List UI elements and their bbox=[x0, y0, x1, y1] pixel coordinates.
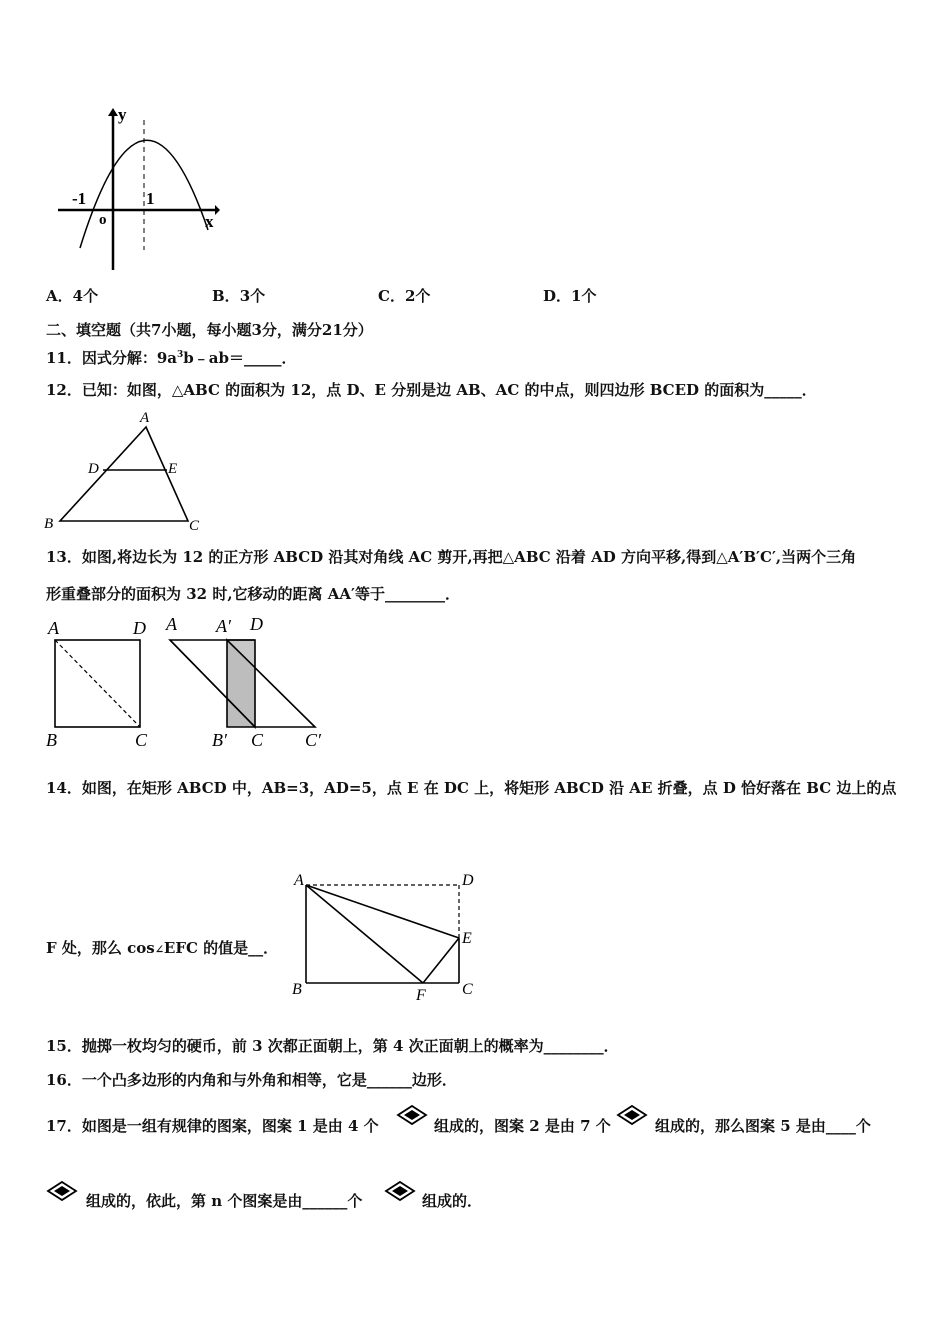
q13-label-a2p: A′ bbox=[216, 616, 231, 636]
q14-label-a: A bbox=[294, 872, 304, 889]
question-17-line1 bbox=[46, 1116, 379, 1136]
q17-text-a: 17．如图是一组有规律的图案，图案 1 是由 4 个 bbox=[46, 1117, 379, 1135]
q12-triangle-figure bbox=[40, 405, 215, 535]
q11-prefix: 11．因式分解：9a bbox=[46, 349, 178, 367]
choice-d-key: D． bbox=[543, 287, 572, 305]
diagonal-ac bbox=[55, 640, 140, 727]
question-15: 15．抛掷一枚均匀的硬币，前 3 次都正面朝上，第 4 次正面朝上的概率为________． bbox=[46, 1037, 619, 1055]
q13-label-c2p: C′ bbox=[305, 730, 321, 750]
q13-label-b: B bbox=[46, 730, 57, 750]
diamond-icon bbox=[384, 1180, 416, 1202]
q12-label-b: B bbox=[44, 516, 54, 532]
q14-rectangle-figure bbox=[288, 868, 488, 1003]
q13-label-c: C bbox=[135, 730, 148, 750]
square-abcd bbox=[55, 640, 140, 727]
choice-d-value: 1个 bbox=[571, 287, 597, 305]
q11-suffix: b﹣ab＝_____． bbox=[183, 349, 297, 367]
y-axis-arrow bbox=[108, 108, 118, 116]
q13-square-figure bbox=[40, 612, 340, 752]
question-12: 12．已知：如图，△ABC 的面积为 12，点 D、E 分别是边 AB、AC 的中点，则四边形 BCED 的面积为_____． bbox=[46, 381, 817, 399]
q14-label-b: B bbox=[292, 981, 302, 998]
q13-label-d: D bbox=[133, 618, 146, 638]
choice-d bbox=[543, 286, 596, 306]
choice-a-key: A． bbox=[46, 287, 73, 305]
y-label: y bbox=[118, 105, 127, 124]
choice-c bbox=[378, 286, 430, 306]
choice-b-key: B． bbox=[212, 287, 240, 305]
q12-label-a: A bbox=[140, 410, 150, 426]
q12-label-e: E bbox=[168, 461, 178, 477]
neg1-label: -1 bbox=[72, 189, 87, 208]
angle-symbol: ∠ bbox=[154, 943, 164, 956]
question-13-line1: 13．如图,将边长为 12 的正方形 ABCD 沿其对角线 AC 剪开,再把△ABC 沿着 AD 方向平移,得到△A′B′C′,当两个三角 bbox=[46, 548, 857, 566]
x-axis-arrow bbox=[215, 205, 220, 215]
origin-label: o bbox=[99, 212, 107, 228]
question-14-line2 bbox=[46, 938, 278, 960]
q14-label-c: C bbox=[462, 981, 473, 998]
q14-label-e: E bbox=[462, 930, 472, 947]
fold-ae bbox=[306, 885, 459, 938]
section-title: 二、填空题（共7小题，每小题3分，满分21分） bbox=[46, 321, 373, 339]
q14-text-a: F 处，那么 cos bbox=[46, 939, 155, 957]
question-17-end bbox=[422, 1191, 482, 1211]
question-13-line2: 形重叠部分的面积为 32 时,它移动的距离 AA′等于________． bbox=[46, 585, 460, 603]
q13-label-c2: C bbox=[251, 730, 264, 750]
parabola-graph bbox=[50, 100, 225, 275]
choice-b bbox=[212, 286, 265, 306]
question-14-line1: 14．如图，在矩形 ABCD 中，AB=3，AD=5，点 E 在 DC 上，将矩形 ABCD 沿 AE 折叠，点 D 恰好落在 BC 边上的点 bbox=[46, 779, 897, 797]
line-fe bbox=[423, 938, 459, 983]
x-label: x bbox=[205, 212, 214, 231]
choice-a bbox=[46, 286, 98, 306]
q14-text-b: EFC 的值是__． bbox=[163, 939, 279, 957]
diamond-icon bbox=[396, 1104, 428, 1126]
q13-label-b2p: B′ bbox=[212, 730, 227, 750]
question-17-line2 bbox=[86, 1191, 362, 1211]
question-11 bbox=[46, 345, 297, 368]
q13-label-d2: D bbox=[250, 614, 263, 634]
q17-text-b: 组成的，图案 2 是由 7 个 bbox=[434, 1117, 611, 1135]
q13-label-a: A bbox=[48, 618, 59, 638]
q11-exponent: 3 bbox=[177, 350, 184, 360]
q13-label-a2: A bbox=[166, 614, 177, 634]
choice-a-value: 4个 bbox=[72, 287, 99, 305]
diamond-icon bbox=[46, 1180, 78, 1202]
one-label: 1 bbox=[146, 189, 155, 208]
q17-text-e: 组成的． bbox=[422, 1192, 483, 1210]
question-17-part-b bbox=[434, 1116, 611, 1136]
choice-c-value: 2个 bbox=[404, 287, 431, 305]
q17-text-d: 组成的，依此，第 n 个图案是由______个 bbox=[86, 1192, 363, 1210]
q12-label-c: C bbox=[189, 518, 200, 534]
q12-label-d: D bbox=[88, 461, 99, 477]
diamond-icon bbox=[616, 1104, 648, 1126]
question-17-part-c bbox=[655, 1116, 871, 1136]
q17-text-c: 组成的，那么图案 5 是由____个 bbox=[655, 1117, 871, 1135]
q14-label-d: D bbox=[462, 872, 474, 889]
question-16: 16．一个凸多边形的内角和与外角和相等，它是______边形． bbox=[46, 1071, 457, 1089]
choice-b-value: 3个 bbox=[239, 287, 266, 305]
line-af bbox=[306, 885, 423, 983]
choice-c-key: C． bbox=[378, 287, 405, 305]
q14-label-f: F bbox=[416, 987, 426, 1003]
